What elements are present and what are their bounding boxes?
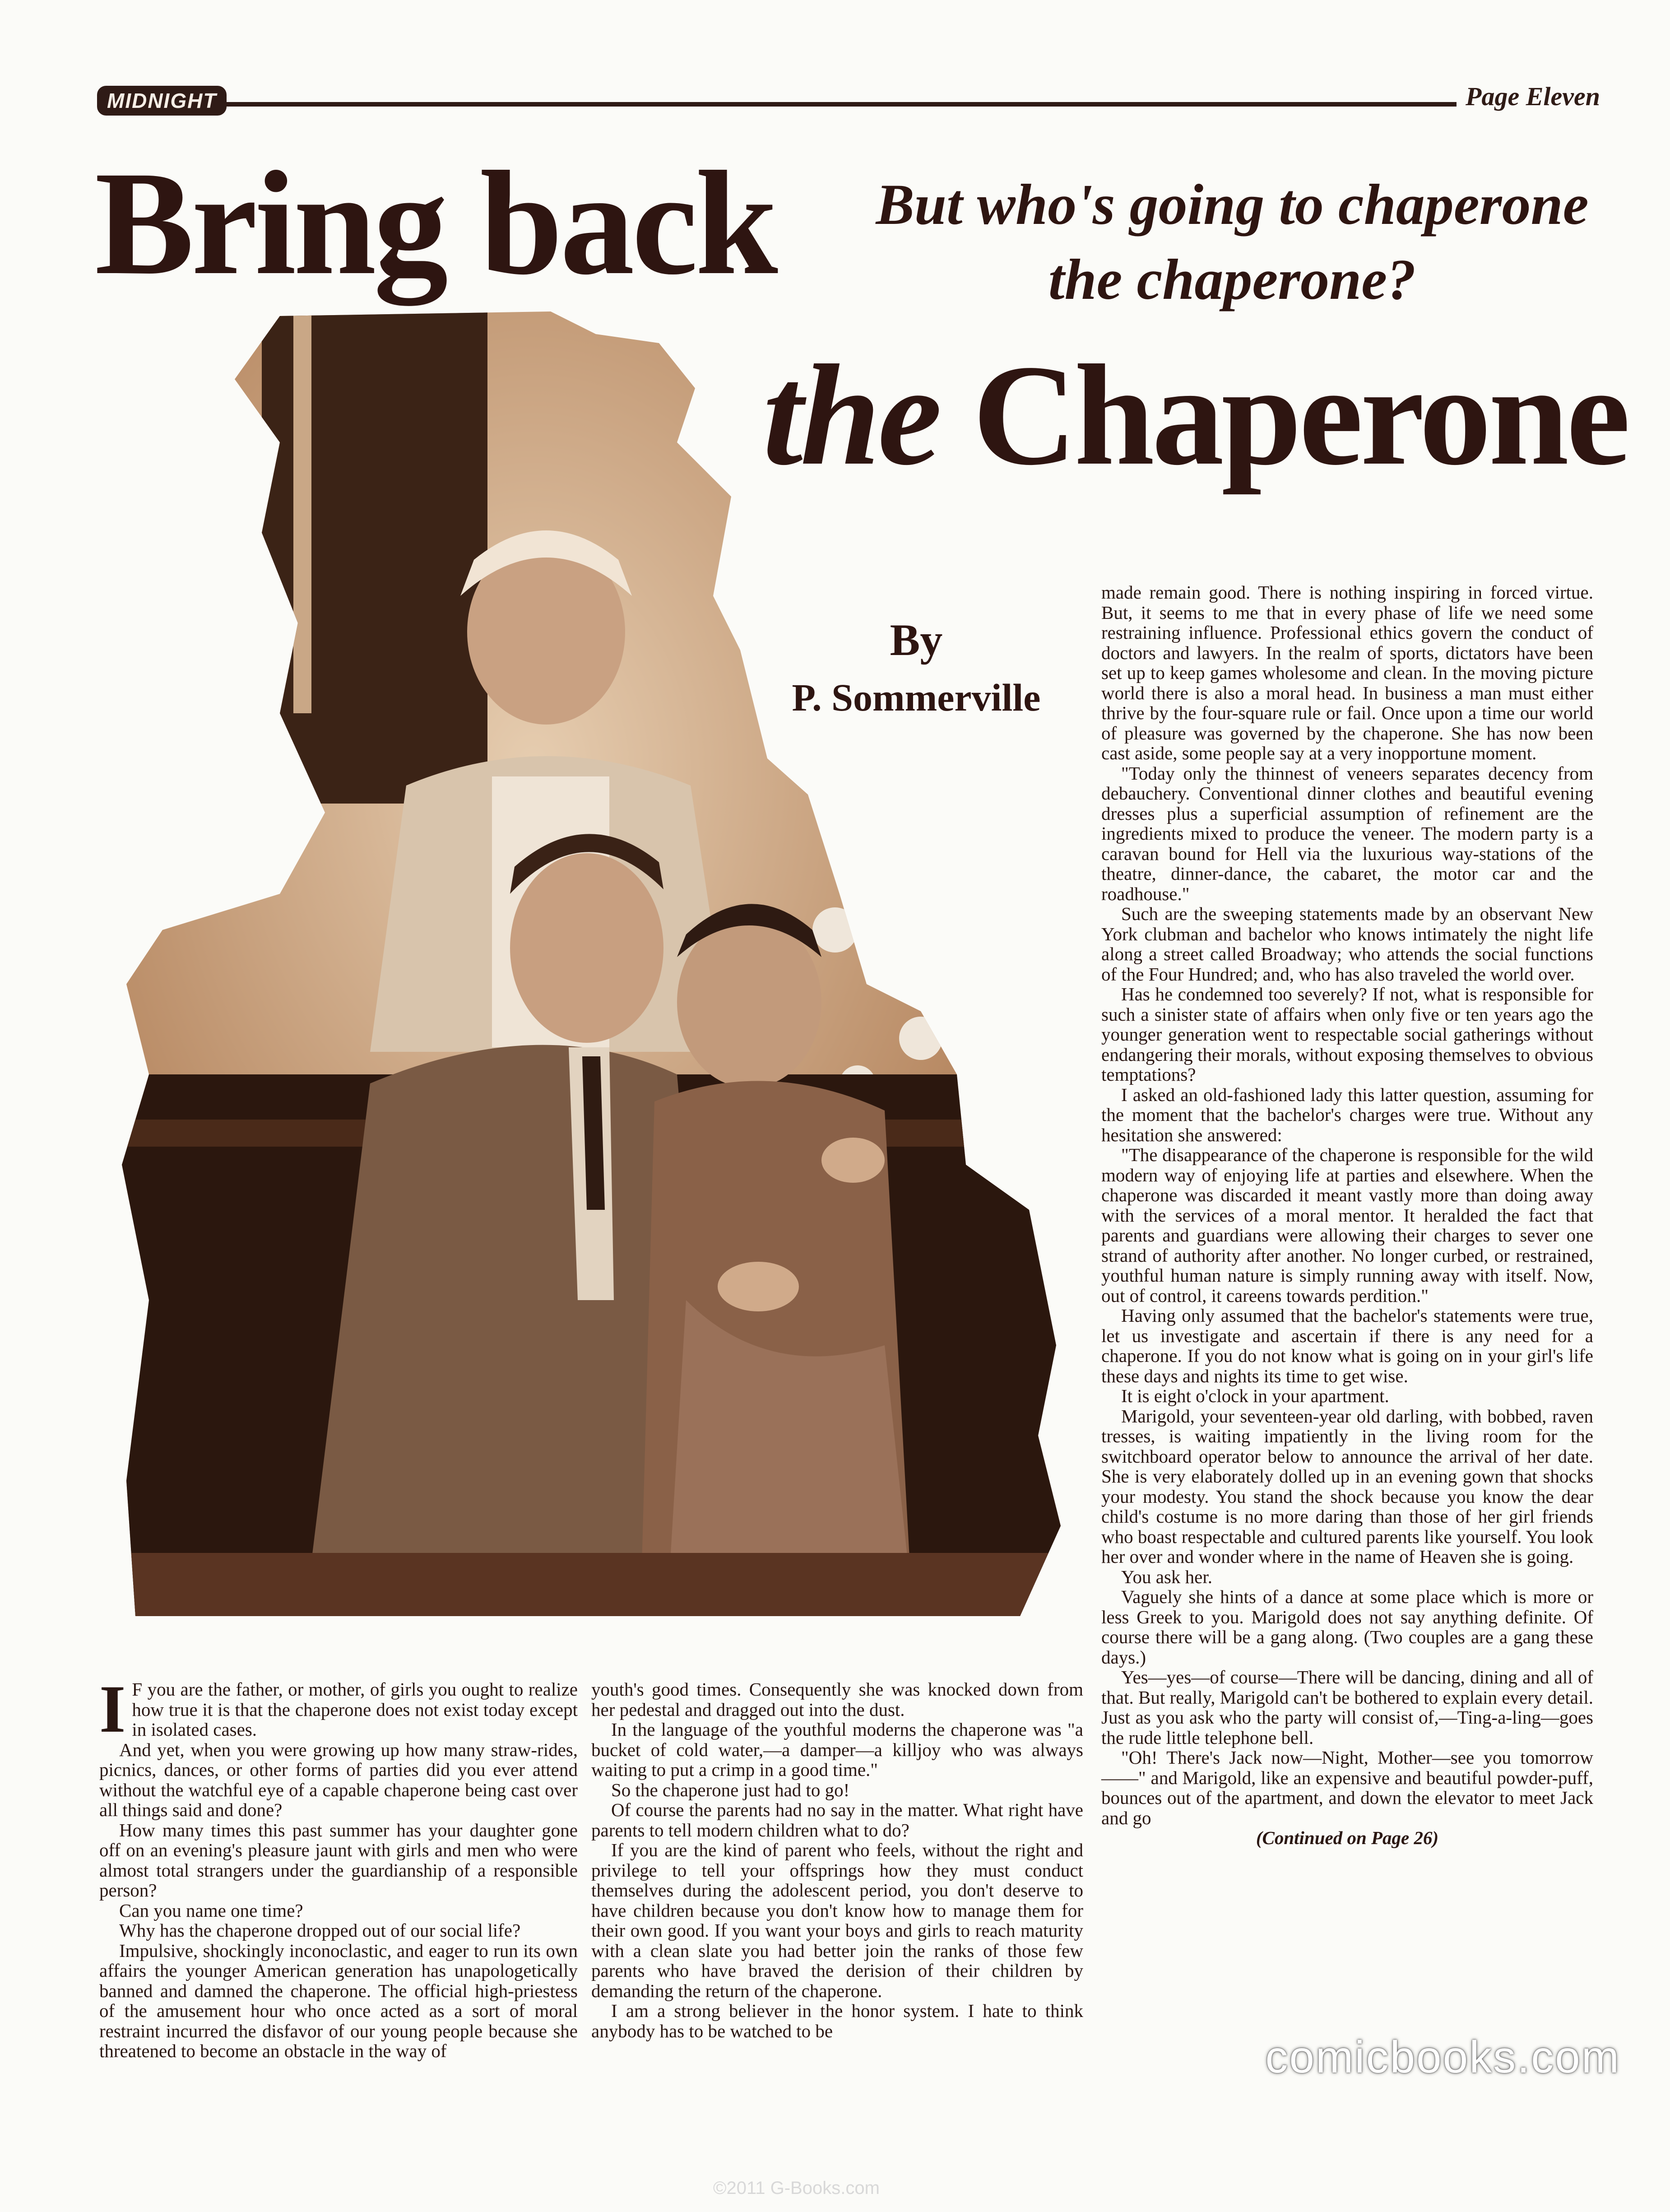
paragraph: I am a strong believer in the honor system. I hate to think anybody has to be watched to be [591,2000,1083,2041]
paragraph: Can you name one time? [119,1900,303,1921]
byline-by: By [890,615,943,665]
paragraph: Such are the sweeping statements made by an observant New York clubman and bachelor who knows intimately the night life along a street called Broadway; who attends the social functions of the Four Hundred; and, who has also traveled the world over. [1101,903,1593,985]
header-rule [97,102,1609,107]
paragraph: youth's good times. Consequently she was knocked down from her pedestal and dragged out into the dust. [591,1679,1083,1720]
byline [736,614,1097,720]
paragraph: You ask her. [1121,1566,1212,1587]
paragraph: "The disappearance of the chaperone is responsible for the wild modern way of enjoying life at parties and elsewhere. When the chaperone was discarded it meant vastly more than doing away with the services of a moral mentor. It heralded the fact that parents and guardians were allowing their charges to sever one strand of authority after another. No longer curbed, or restrained, youthful human nature is simply running away with itself. Now, out of control, it careens towards perdition." [1101,1144,1593,1306]
article-column-middle [591,1679,1083,2041]
headline-part-1: Bring back [95,141,775,306]
paragraph: And yet, when you were growing up how many straw-rides, picnics, dances, or other forms of parties did you ever attend without the watchful eye of a capable chaperone being cast over all things said and done? [99,1739,578,1820]
paragraph: Marigold, your seventeen-year old darling, with bobbed, raven tresses, is waiting impatiently in the living room for the switchboard operator below to announce the arrival of her date. She is very elaborately dolled up in an evening gown that shocks your modesty. You stand the shock because you know the dear child's costume is no more daring than those of her girl friends who boast respectable and cultured parents like yourself. You look her over and wonder where in the name of Heaven she is going. [1101,1405,1593,1567]
article-column-left [99,1672,578,2061]
watermark: comicbooks.com [1265,2032,1620,2082]
headline-chaperone: Chaperone [972,335,1628,495]
author-name: P. Sommerville [792,676,1041,719]
paragraph: "Today only the thinnest of veneers separates decency from debauchery. Conventional dinner clothes and beautiful evening dresses plus a superficial assumption of refinement are the ingredients mixed to produce the veneer. The modern party is a caravan bound for Hell via the luxurious way-stations of the theatre, dinner-dance, the cabaret, the motor car and the roadhouse." [1101,762,1593,904]
paragraph: How many times this past summer has your daughter gone off on an evening's pleasure jaunt with girls and men who were almost total strangers under the guardianship of a responsible person? [99,1819,578,1901]
paragraph: It is eight o'clock in your apartment. [1121,1385,1389,1406]
page-number: Page Eleven [1457,81,1609,112]
headline-the: the [763,335,939,495]
paragraph: "Oh! There's Jack now—Night, Mother—see you tomorrow——" and Marigold, like an expensive and beautiful powder-puff, bounces out of the apartment, and down the elevator to meet Jack and go [1101,1747,1593,1828]
paragraph: I asked an old-fashioned lady this latter question, assuming for the moment that the bachelor's charges were true. Without any hesitation she answered: [1101,1084,1593,1145]
article-column-right [1101,582,1593,1848]
paragraph: Vaguely she hints of a dance at some place which is more or less Greek to you. Marigold does not say anything definite. Of course there will be a gang along. (Two couples are a gang these days.) [1101,1586,1593,1668]
paragraph: Having only assumed that the bachelor's statements were true, let us investigate and ascertain if there is any need for a chaperone. If you do not know what is going on in your girl's life these days and nights its time to get wise. [1101,1305,1593,1386]
drop-cap: I [99,1672,126,1747]
paragraph: If you are the kind of parent who feels, without the right and privilege to tell your offsprings how they must conduct themselves during the adolescent period, you don't deserve to have children because you don't know how to manage them for their own good. If you want your boys and girls to reach maturity with a clean slate you had better join the ranks of those few parents who have braved the derision of their children by demanding the return of the chaperone. [591,1840,1083,2001]
paragraph: Of course the parents had no say in the matter. What right have parents to tell modern children what to do? [591,1799,1083,1840]
paragraph: Yes—yes—of course—There will be dancing, dining and all of that. But really, Marigold can't be bothered to explain every detail. Just as you ask who the party will consist of,—Ting-a-ling—goes the rude little telephone bell. [1101,1667,1593,1748]
copyright-notice: ©2011 G-Books.com [713,2178,880,2198]
subheadline: But who's going to chaperone the chaperone? [876,172,1589,312]
paragraph: Has he condemned too severely? If not, what is responsible for such a sinister state of affairs when only five or ten years ago the younger generation went to respectable social gatherings without endangering their morals, without exposing themselves to obvious temptations? [1101,984,1593,1085]
paragraph: Why has the chaperone dropped out of our social life? [119,1920,521,1941]
paragraph: In the language of the youthful moderns the chaperone was "a bucket of cold water,—a damper—a killjoy who was always waiting to put a crimp in a good time." [591,1719,1083,1780]
paragraph: made remain good. There is nothing inspiring in forced virtue. But, it seems to me that in every phase of life we need some restraining influence. Professional ethics govern the conduct of doctors and lawyers. In the realm of sports, dictators have been set up to keep games wholesome and clean. In the moving picture world there is also a moral head. In business a man must either thrive by the four-square rule or fail. Once upon a time our world of pleasure was governed by the chaperone. She has now been cast aside, some people say at a very inopportune moment. [1101,582,1593,763]
continued-note: (Continued on Page 26) [1256,1827,1439,1848]
paragraph: F you are the father, or mother, of girls you ought to realize how true it is that the chaperone does not exist today except in isolated cases. [132,1679,578,1740]
paragraph: So the chaperone just had to go! [611,1779,850,1800]
paragraph: Impulsive, shockingly inconoclastic, and eager to run its own affairs the younger American generation has unapologetically banned and damned the chaperone. The official high-priestess of the amusement hour who once acted as a sort of moral restraint incurred the disfavor of our young people because she threatened to become an obstacle in the way of [99,1940,578,2061]
vintage-photo-couple-and-chaperone-icon [90,307,1074,1625]
magazine-masthead: MIDNIGHT [97,86,227,116]
